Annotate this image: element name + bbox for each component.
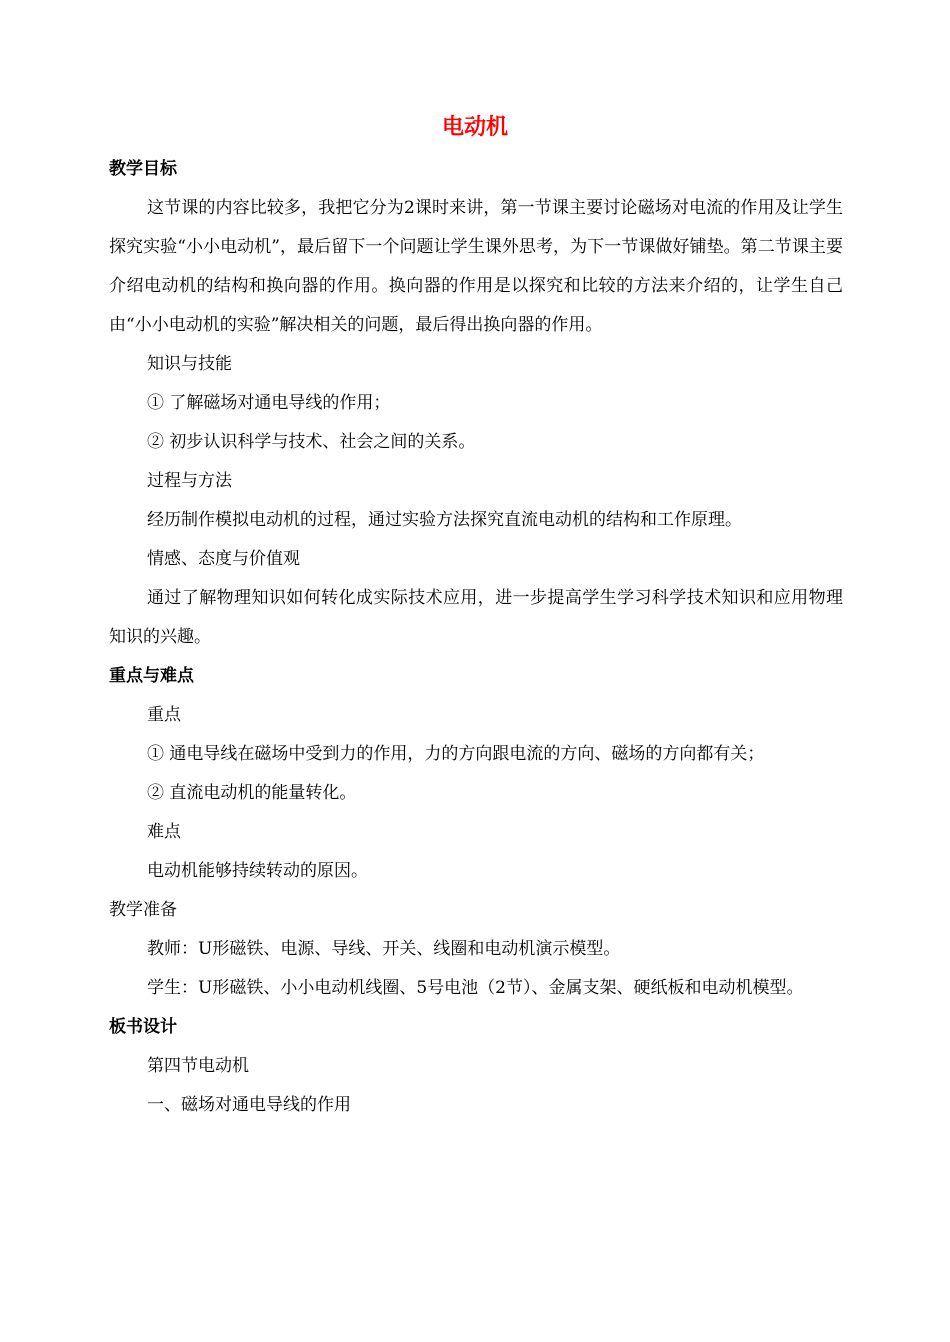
section-heading-board: 板书设计 bbox=[109, 1017, 177, 1037]
difficulty-text: 电动机能够持续转动的原因。 bbox=[147, 861, 368, 881]
board-line-2: 一、磁场对通电导线的作用 bbox=[147, 1095, 351, 1115]
knowledge-item-1: ① 了解磁场对通电导线的作用； bbox=[147, 393, 391, 413]
preparation-student: 学生：U形磁铁、小小电动机线圈、5号电池（2节）、金属支架、硬纸板和电动机模型。 bbox=[147, 978, 804, 998]
preparation-teacher: 教师：U形磁铁、电源、导线、开关、线圈和电动机演示模型。 bbox=[147, 939, 621, 959]
document-title: 电动机 bbox=[441, 115, 508, 140]
key-item-2: ② 直流电动机的能量转化。 bbox=[147, 783, 357, 803]
section-heading-key-points: 重点与难点 bbox=[109, 666, 194, 686]
process-method-heading: 过程与方法 bbox=[147, 471, 232, 491]
section-heading-goals: 教学目标 bbox=[109, 159, 177, 179]
knowledge-item-2: ② 初步认识科学与技术、社会之间的关系。 bbox=[147, 432, 476, 452]
difficulty-heading: 难点 bbox=[147, 822, 181, 842]
board-line-1: 第四节电动机 bbox=[147, 1056, 249, 1076]
section-heading-preparation: 教学准备 bbox=[109, 900, 177, 920]
key-heading: 重点 bbox=[147, 705, 181, 725]
process-method-text: 经历制作模拟电动机的过程，通过实验方法探究直流电动机的结构和工作原理。 bbox=[147, 510, 742, 530]
key-item-1: ① 通电导线在磁场中受到力的作用，力的方向跟电流的方向、磁场的方向都有关； bbox=[147, 744, 765, 764]
document-body bbox=[109, 150, 843, 1125]
knowledge-skills-heading: 知识与技能 bbox=[147, 354, 232, 374]
emotion-attitude-text: 通过了解物理知识如何转化成实际技术应用，进一步提高学生学习科学技术知识和应用物理知识的兴趣。 bbox=[109, 588, 843, 647]
emotion-attitude-heading: 情感、态度与价值观 bbox=[147, 549, 300, 569]
goals-intro-paragraph: 这节课的内容比较多，我把它分为2课时来讲，第一节课主要讨论磁场对电流的作用及让学生探究实验“小小电动机”，最后留下一个问题让学生课外思考，为下一节课做好铺垫。第二节课主要介绍电动机的结构和换向器的作用。换向器的作用是以探究和比较的方法来介绍的，让学生自己由“小小电动机的实验”解决相关的问题，最后得出换向器的作用。 bbox=[109, 198, 843, 335]
